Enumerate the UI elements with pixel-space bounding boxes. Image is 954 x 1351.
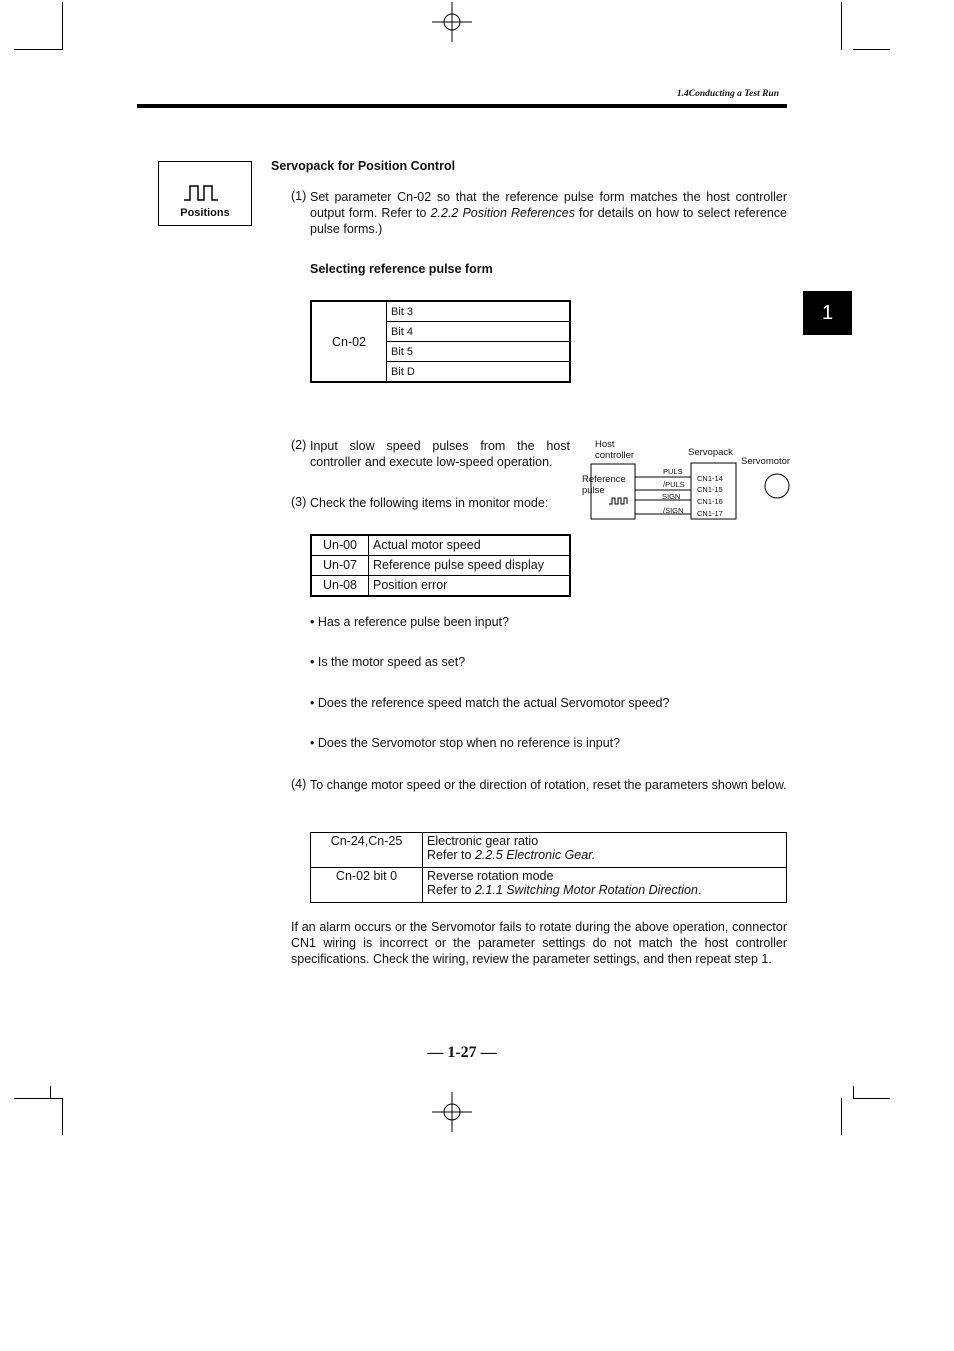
host-controller-label: Host controller — [595, 439, 635, 461]
param-code: Cn-02 bit 0 — [311, 868, 423, 903]
param-code: Cn-24,Cn-25 — [311, 833, 423, 868]
cn02-bit-table — [310, 300, 571, 383]
parameter-table — [310, 832, 787, 903]
monitor-desc: Position error — [369, 576, 571, 597]
servopack-label: Servopack — [688, 447, 733, 458]
positions-icon-box — [158, 161, 252, 226]
step-number: (1) — [291, 189, 307, 203]
step-1-text: Set parameter Cn-02 so that the reference pulse form matches the host controller output form. Refer to 2.2.2 Position References for details on how to select reference pulse forms.) — [310, 190, 788, 236]
monitor-code: Un-00 — [311, 535, 369, 556]
bit-cell: Bit 3 — [387, 301, 571, 322]
check-item: • Is the motor speed as set? — [310, 655, 466, 669]
table-row — [311, 556, 570, 576]
section-title: Servopack for Position Control — [271, 159, 456, 173]
bit-cell: Bit 4 — [387, 322, 571, 342]
pin-label: CN1-15 — [697, 485, 723, 494]
chapter-tab: 1 — [803, 291, 852, 335]
monitor-table — [310, 534, 571, 597]
monitor-desc: Reference pulse speed display — [369, 556, 571, 576]
monitor-code: Un-07 — [311, 556, 369, 576]
step-4-text: To change motor speed or the direction of rotation, reset the parameters shown below. — [310, 778, 787, 792]
signal-label: /SIGN — [663, 506, 684, 515]
closing-paragraph: If an alarm occurs or the Servomotor fails to rotate during the above operation, connector CN1 wiring is incorrect or the parameter settings do not match the host controller specifications. Check the wiring, review the parameter settings, and then repeat step 1. — [291, 920, 787, 966]
param-desc: Electronic gear ratio Refer to 2.2.5 Electronic Gear. — [423, 833, 787, 868]
check-item: • Does the Servomotor stop when no reference is input? — [310, 736, 621, 750]
cn02-label: Cn-02 — [311, 301, 387, 382]
table-row — [311, 833, 787, 868]
check-item: • Has a reference pulse been input? — [310, 615, 509, 629]
registration-mark-icon — [432, 1092, 472, 1132]
table-row — [311, 535, 570, 556]
step-number: (2) — [291, 438, 307, 452]
bit-cell: Bit D — [387, 362, 571, 383]
running-head: 1.4Conducting a Test Run — [676, 89, 779, 99]
step-number: (3) — [291, 495, 307, 509]
registration-mark-icon — [432, 2, 472, 42]
reference-pulse-label: Reference pulse — [582, 474, 626, 496]
table-row — [311, 868, 787, 903]
bit-cell: Bit 5 — [387, 342, 571, 362]
step-2-text: Input slow speed pulses from the host controller and execute low-speed operation. — [310, 439, 570, 469]
page-number: — 1-27 — — [427, 1044, 497, 1061]
param-desc: Reverse rotation mode Refer to 2.1.1 Switching Motor Rotation Direction. — [423, 868, 787, 903]
header-rule — [137, 104, 787, 108]
subsection-title: Selecting reference pulse form — [310, 262, 493, 276]
pin-label: CN1-17 — [697, 509, 723, 518]
positions-label: Positions — [180, 207, 230, 219]
signal-label: /PULS — [663, 480, 685, 489]
table-row — [311, 576, 570, 597]
servomotor-label: Servomotor — [741, 456, 791, 467]
pulse-train-icon — [184, 184, 226, 202]
signal-label: PULS — [663, 467, 683, 476]
signal-label: SIGN — [662, 492, 681, 501]
pin-label: CN1-14 — [697, 474, 723, 483]
pin-label: CN1-16 — [697, 497, 723, 506]
check-item: • Does the reference speed match the actual Servomotor speed? — [310, 696, 670, 710]
monitor-desc: Actual motor speed — [369, 535, 571, 556]
wiring-diagram — [578, 436, 798, 526]
step-3-text: Check the following items in monitor mode: — [310, 496, 549, 510]
monitor-code: Un-08 — [311, 576, 369, 597]
step-number: (4) — [291, 777, 307, 791]
